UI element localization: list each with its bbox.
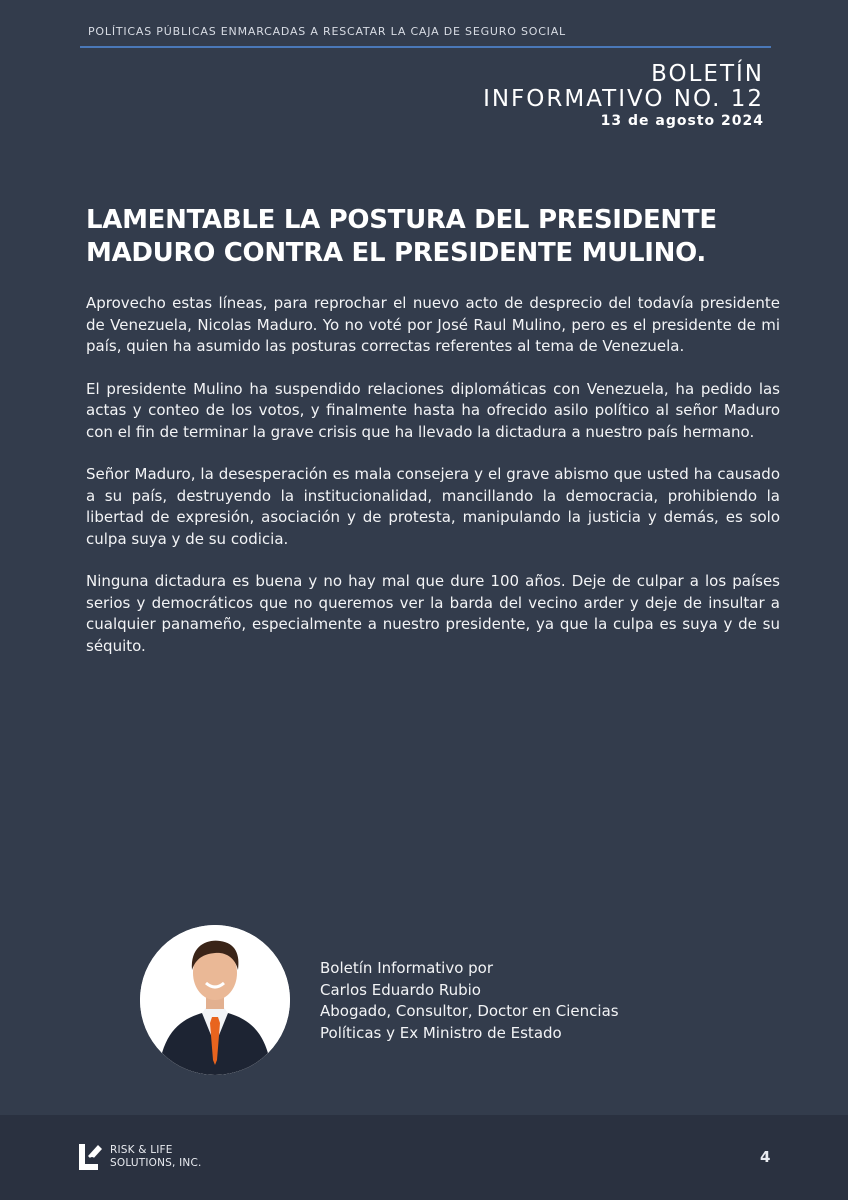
author-byline: Boletín Informativo por — [320, 959, 494, 977]
author-portrait-icon — [140, 925, 290, 1075]
company-name — [110, 1144, 202, 1169]
author-info — [320, 958, 619, 1044]
author-title-line1: Abogado, Consultor, Doctor en Ciencias — [320, 1002, 619, 1020]
author-portrait — [140, 925, 290, 1075]
headline-line2: MADURO CONTRA EL PRESIDENTE MULINO. — [86, 238, 706, 268]
page-number: 4 — [760, 1148, 771, 1166]
series-title: POLÍTICAS PÚBLICAS ENMARCADAS A RESCATAR LA CAJA DE SEGURO SOCIAL — [88, 25, 566, 38]
author-name: Carlos Eduardo Rubio — [320, 980, 481, 999]
article-headline — [86, 204, 776, 270]
paragraph-2: El presidente Mulino ha suspendido relaciones diplomáticas con Venezuela, ha pedido las actas y conteo de los votos, y finalmente hasta ha ofrecido asilo político al señor Maduro con el fin de terminar la grave crisis que ha llevado la dictadura a nuestro país hermano. — [86, 379, 780, 441]
company-name-line1: RISK & LIFE — [110, 1144, 173, 1156]
risk-life-logo-icon — [76, 1142, 104, 1172]
company-name-line2: SOLUTIONS, INC. — [110, 1156, 202, 1169]
paragraph-4: Ninguna dictadura es buena y no hay mal que dure 100 años. Deje de culpar a los países serios y democráticos que no queremos ver la barda del vecino arder y deje de insultar a cualquier panameño, especialmente a nuestro presidente, ya que la culpa es suya y de su séquito. — [86, 572, 780, 655]
bulletin-date: 13 de agosto 2024 — [600, 113, 764, 129]
paragraph-3: Señor Maduro, la desesperación es mala consejera y el grave abismo que usted ha causado a su país, destruyendo la institucionalidad, mancillando la democracia, prohibiendo la libertad de expresión, asociación y de protesta, manipulando la justicia y demás, es solo culpa suya y de su codicia. — [86, 465, 780, 548]
bulletin-block — [483, 62, 764, 129]
bulletin-title-line2: INFORMATIVO NO. 12 — [483, 86, 764, 112]
article-body — [86, 293, 780, 678]
headline-line1: LAMENTABLE LA POSTURA DEL PRESIDENTE — [86, 205, 717, 235]
header-divider — [80, 46, 771, 48]
author-title-line2: Políticas y Ex Ministro de Estado — [320, 1023, 562, 1042]
paragraph-1: Aprovecho estas líneas, para reprochar el nuevo acto de desprecio del todavía presidente de Venezuela, Nicolas Maduro. Yo no voté por José Raul Mulino, pero es el presidente de mi país, quien ha asumido las posturas correctas referentes al tema de Venezuela. — [86, 294, 780, 355]
bulletin-title-line1: BOLETÍN — [651, 61, 764, 87]
